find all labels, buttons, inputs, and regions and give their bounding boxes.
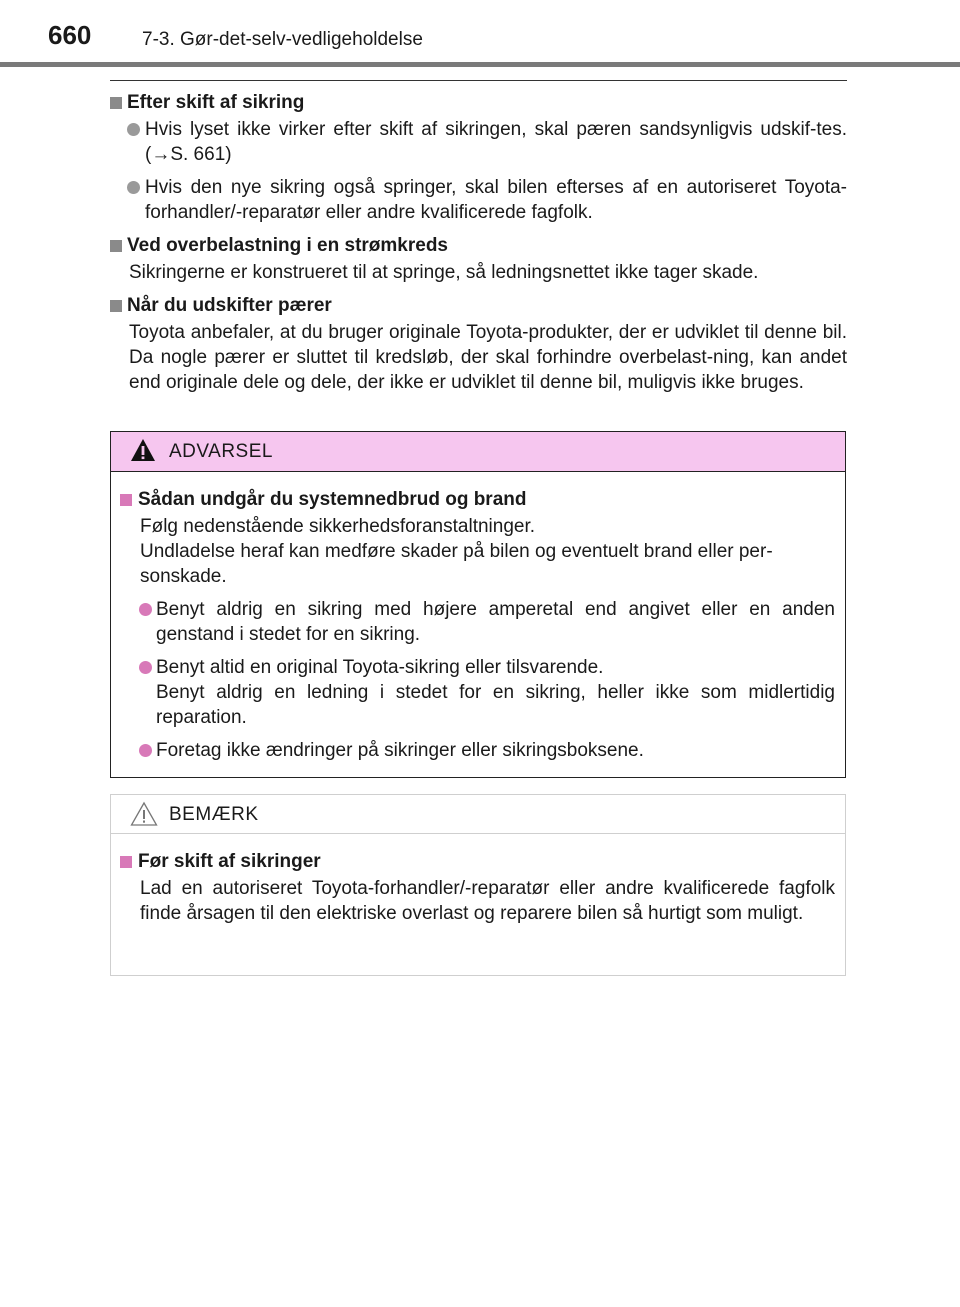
square-bullet-icon bbox=[120, 856, 132, 868]
list-item bbox=[110, 175, 847, 225]
square-bullet-icon bbox=[110, 240, 122, 252]
note-body bbox=[111, 834, 845, 926]
warning-box bbox=[110, 431, 846, 778]
main-content bbox=[110, 90, 847, 403]
list-item-text: Benyt aldrig en sikring med højere amperetal end angivet eller en anden genstand i stedet for en sikring. bbox=[156, 599, 835, 645]
square-bullet-icon bbox=[110, 97, 122, 109]
list-item bbox=[110, 117, 847, 167]
circle-bullet-icon bbox=[139, 744, 152, 757]
list-item-text: Benyt aldrig en ledning i stedet for en sikring, heller ikke som midlertidig reparation. bbox=[156, 682, 835, 728]
paragraph: Sikringerne er konstrueret til at springe, så ledningsnettet ikke tager skade. bbox=[129, 262, 759, 283]
circle-bullet-icon bbox=[139, 603, 152, 616]
list-item-text: Benyt altid en original Toyota-sikring eller tilsvarende. bbox=[156, 657, 604, 678]
page-number: 660 bbox=[48, 20, 92, 50]
circle-bullet-icon bbox=[139, 661, 152, 674]
note-box bbox=[110, 794, 846, 976]
list-item bbox=[111, 738, 835, 763]
content-top-rule bbox=[110, 80, 847, 81]
paragraph: Undladelse heraf kan medføre skader på bilen og eventuelt brand eller per-sonskade. bbox=[140, 541, 773, 587]
section-heading-text: Når du udskifter pærer bbox=[127, 295, 332, 316]
warning-title: ADVARSEL bbox=[169, 441, 273, 462]
warning-header bbox=[111, 432, 845, 472]
section-heading bbox=[110, 293, 847, 318]
list-item-text: Hvis den nye sikring også springer, skal bilen efterses af en autoriseret Toyota-forhandler/-reparatør eller andre kvalificerede fagfolk. bbox=[145, 177, 847, 223]
caution-triangle-icon bbox=[130, 801, 158, 827]
list-item-text: Foretag ikke ændringer på sikringer eller sikringsboksene. bbox=[156, 740, 644, 761]
section-heading-text: Efter skift af sikring bbox=[127, 92, 305, 113]
note-header bbox=[111, 795, 845, 834]
list-item bbox=[111, 597, 835, 647]
paragraph: Følg nedenstående sikkerhedsforanstaltninger. bbox=[140, 516, 536, 537]
list-item bbox=[111, 655, 835, 730]
paragraph: Toyota anbefaler, at du bruger originale Toyota-produkter, der er udviklet til denne bil. Da nogle pærer er sluttet til kredsløb, der skal forhindre overbelast-ning, kan andet end originale dele og dele, der ikke er udviklet til denne bil, muligvis ikke bruges. bbox=[129, 322, 847, 393]
circle-bullet-icon bbox=[127, 181, 140, 194]
paragraph: Lad en autoriseret Toyota-forhandler/-reparatør eller andre kvalificerede fagfolk finde årsagen til den elektriske overlast og reparere bilen så hurtigt som muligt. bbox=[140, 878, 835, 924]
chapter-title: 7-3. Gør-det-selv-vedligeholdelse bbox=[142, 29, 423, 50]
section-heading-text: Før skift af sikringer bbox=[138, 851, 321, 872]
section-heading-text: Sådan undgår du systemnedbrud og brand bbox=[138, 489, 527, 510]
section-heading-text: Ved overbelastning i en strømkreds bbox=[127, 235, 448, 256]
note-title: BEMÆRK bbox=[169, 804, 259, 825]
square-bullet-icon bbox=[110, 300, 122, 312]
section-heading bbox=[110, 90, 847, 115]
list-item-text: Hvis lyset ikke virker efter skift af sikringen, skal pæren sandsynligvis udskif-tes. (→S. 661) bbox=[145, 119, 847, 165]
circle-bullet-icon bbox=[127, 123, 140, 136]
square-bullet-icon bbox=[120, 494, 132, 506]
warning-body bbox=[111, 472, 845, 763]
warning-triangle-icon bbox=[130, 438, 156, 462]
section-heading bbox=[110, 233, 847, 258]
header-divider bbox=[0, 62, 960, 67]
section-heading bbox=[111, 849, 835, 874]
section-heading bbox=[111, 487, 835, 512]
